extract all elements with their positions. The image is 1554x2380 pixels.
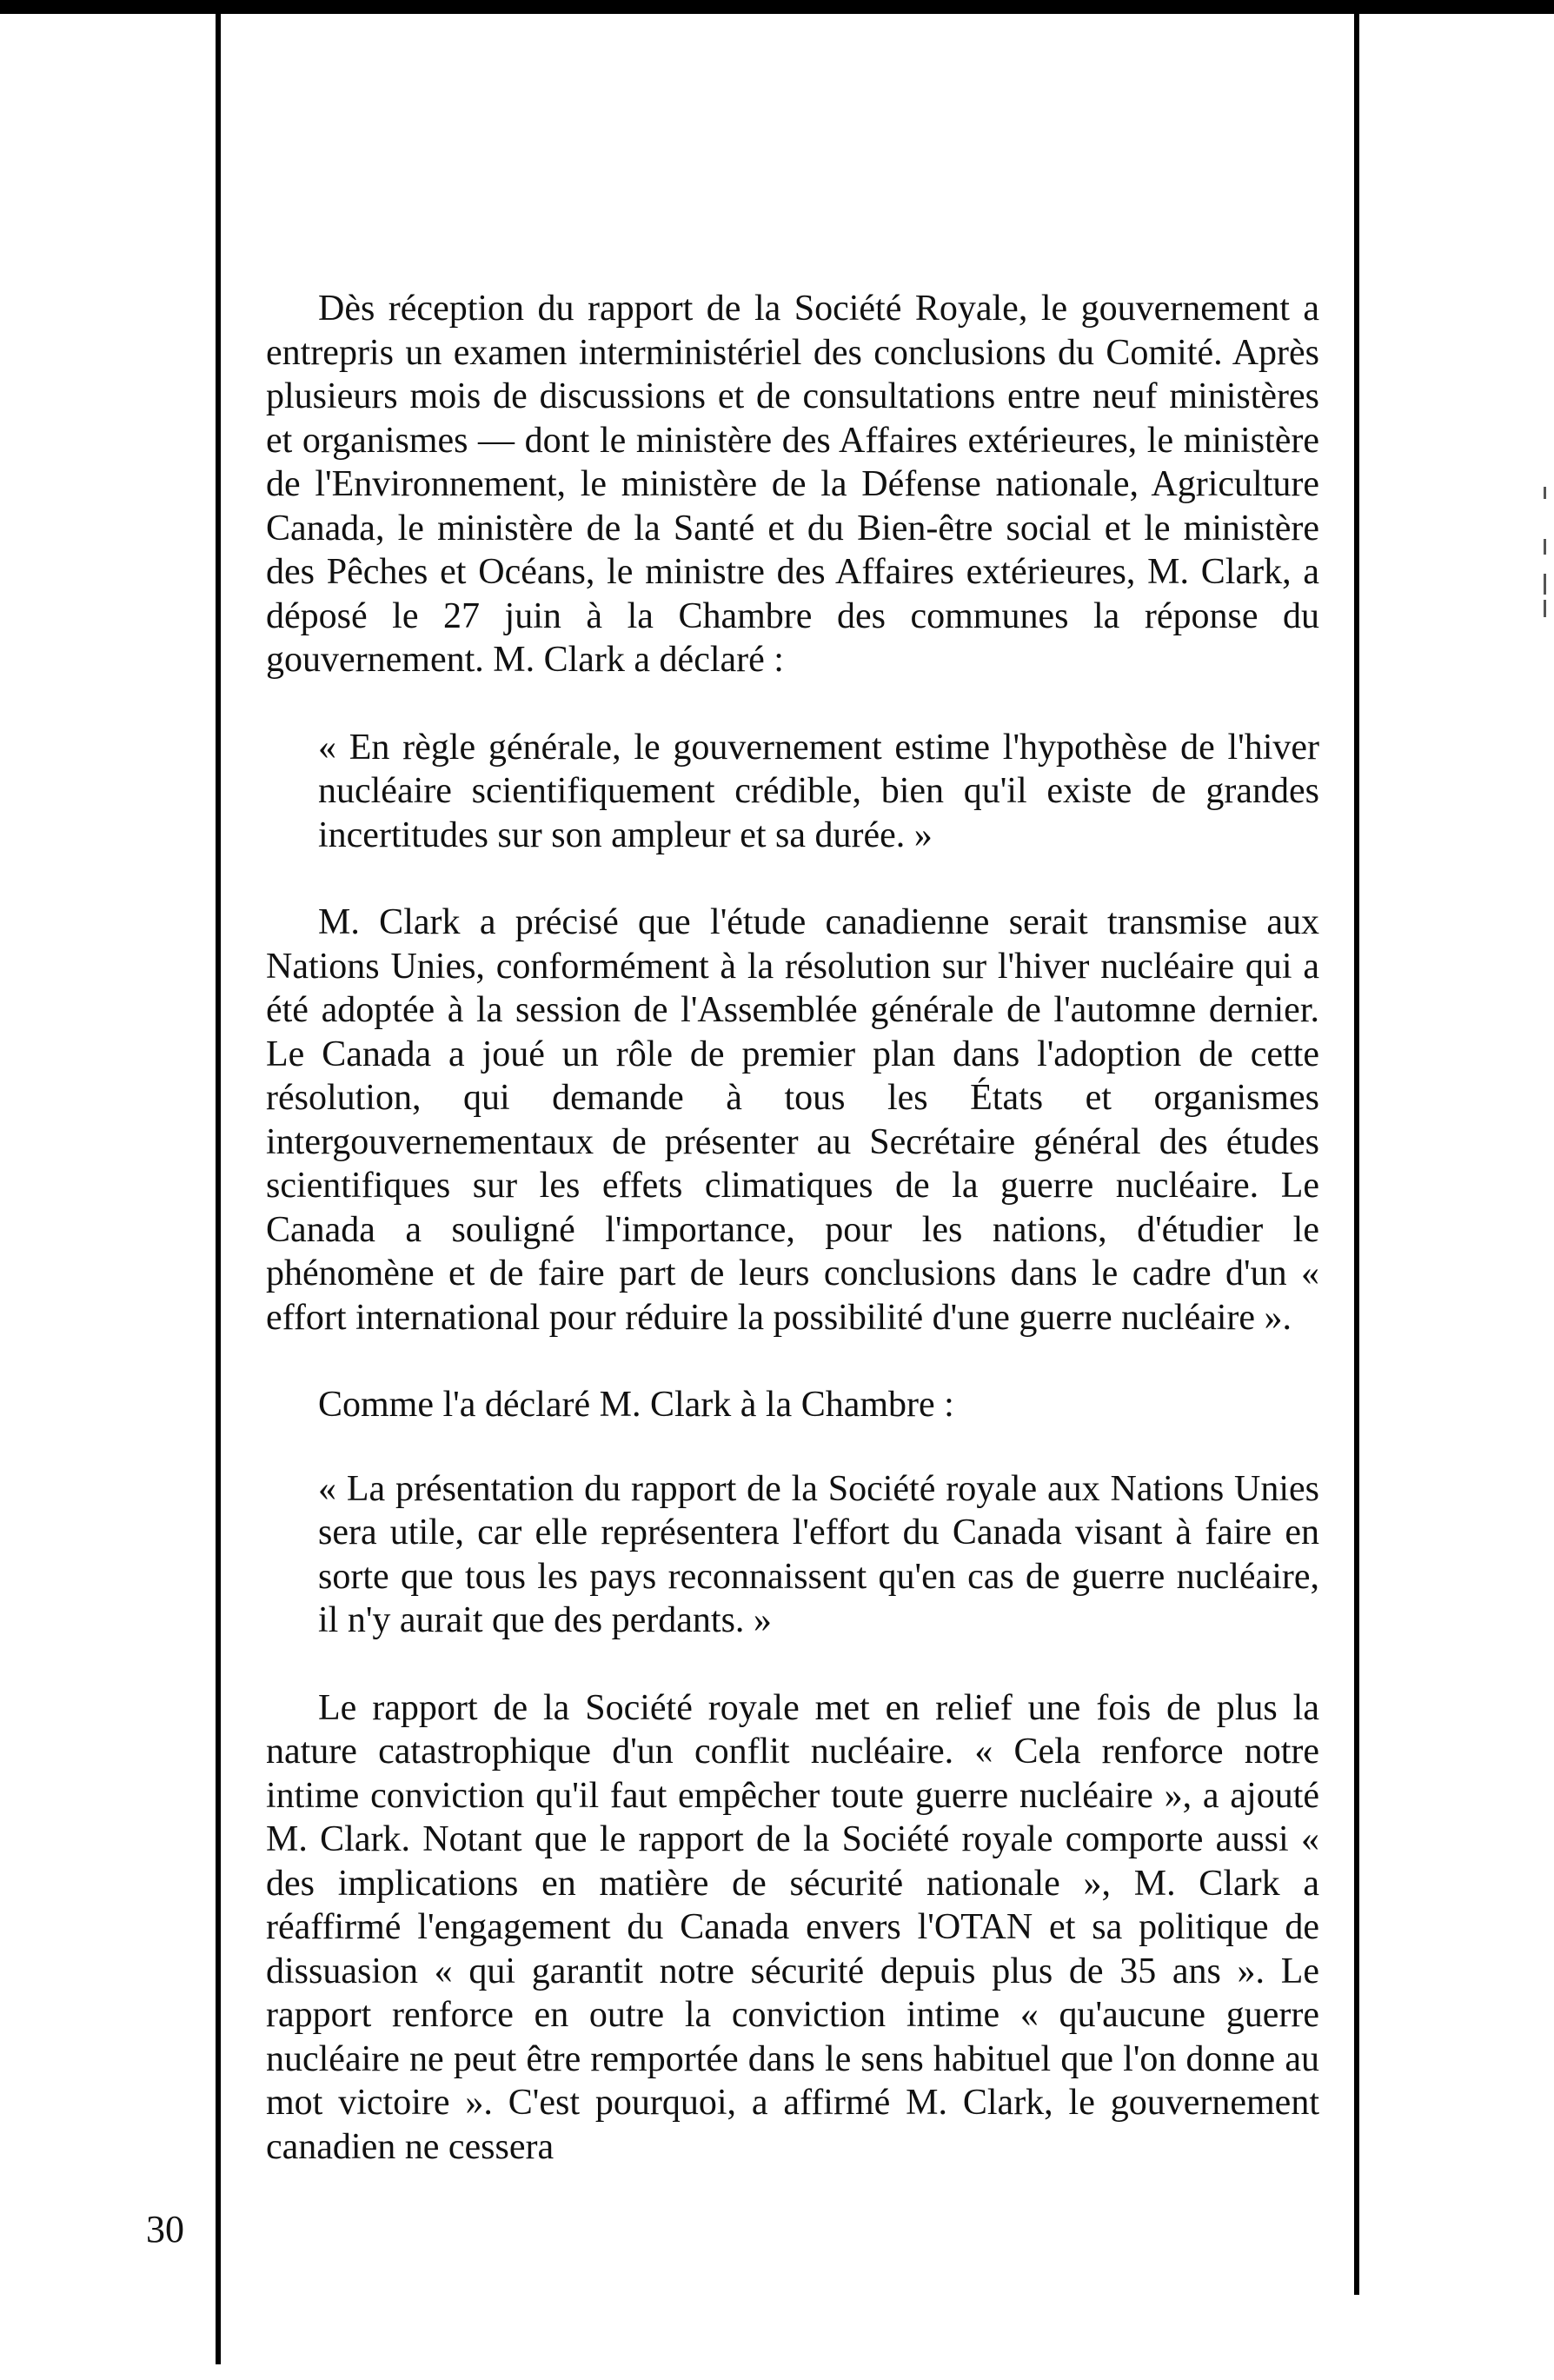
top-border-rule — [0, 0, 1554, 14]
paragraph: Le rapport de la Société royale met en relief une fois de plus la nature catastrophique d'un conflit nucléaire. « Cela renforce notre intime conviction qu'il faut empêcher toute guerre nucléaire », a ajouté M. Clark. Notant que le rapport de la Société royale comporte aussi « des implications en matière de sécurité nationale », M. Clark a réaffirmé l'engagement du Canada envers l'OTAN et sa politique de dissuasion « qui garantit notre sécurité depuis plus de 35 ans ». Le rapport renforce en outre la conviction intime « qu'aucune guerre nucléaire ne peut être remportée dans le sens habituel que l'on donne au mot victoire ». C'est pourquoi, a affirmé M. Clark, le gouvernement canadien ne cessera — [266, 1687, 1319, 2167]
block-quote: « La présentation du rapport de la Société royale aux Nations Unies sera utile, car elle représentera l'effort du Canada visant à faire en sorte que tous les pays reconnaissent qu'en cas de guerre nucléaire, il n'y aurait que des perdants. » — [318, 1468, 1319, 1640]
paragraph: M. Clark a précisé que l'étude canadienne serait transmise aux Nations Unies, conformément à la résolution sur l'hiver nucléaire qui a été adoptée à la session de l'Assemblée générale de l'automne dernier. Le Canada a joué un rôle de premier plan dans l'adoption de cette résolution, qui demande à tous les États et organismes intergouvernementaux de présenter au Secrétaire général des études scientifiques sur les effets climatiques de la guerre nucléaire. Le Canada a souligné l'importance, pour les nations, d'étudier le phénomène et de faire part de leurs conclusions dans le cadre d'un « effort international pour réduire la possibilité d'une guerre nucléaire ». — [266, 902, 1319, 1338]
left-margin-rule — [216, 0, 221, 2364]
scan-speck — [1544, 487, 1546, 499]
right-margin-rule — [1354, 0, 1359, 2295]
page-number: 30 — [146, 2208, 184, 2250]
block-quote: « En règle générale, le gouvernement estime l'hypothèse de l'hiver nucléaire scientifiquement crédible, bien qu'il existe de grandes incertitudes sur son ampleur et sa durée. » — [318, 727, 1319, 855]
scan-speck — [1544, 574, 1546, 595]
scan-speck — [1544, 539, 1546, 555]
body-text — [266, 287, 1319, 2212]
scan-speck — [1544, 600, 1546, 617]
quote-lead-in: Comme l'a déclaré M. Clark à la Chambre : — [318, 1385, 954, 1425]
paragraph: Dès réception du rapport de la Société Royale, le gouvernement a entrepris un examen interministériel des conclusions du Comité. Après plusieurs mois de discussions et de consultations entre neuf ministères et organismes — dont le ministère des Affaires extérieures, le ministère de l'Environnement, le ministère de la Défense nationale, Agriculture Canada, le ministère de la Santé et du Bien-être social et le ministère des Pêches et Océans, le ministre des Affaires extérieures, M. Clark, a déposé le 27 juin à la Chambre des communes la réponse du gouvernement. M. Clark a déclaré : — [266, 289, 1319, 680]
